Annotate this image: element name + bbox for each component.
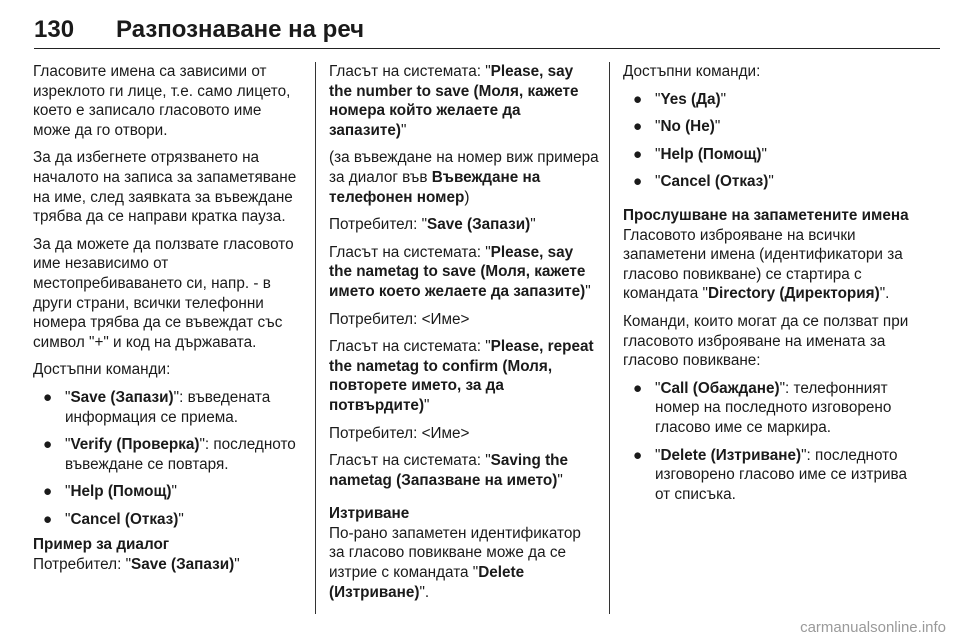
dialog-speaker: Потребител: " — [329, 216, 428, 234]
section-heading-listen: Прослушване на запаметените имена — [623, 206, 909, 224]
list-item — [33, 482, 303, 502]
command-description: : последното въвеждане се повтаря. — [65, 436, 296, 473]
dialog-speaker: Гласът на системата: " — [329, 243, 491, 261]
dialog-speaker: Гласът на системата: " — [329, 63, 491, 80]
body-text: Гласовото изброяване на всички запаметени имена (идентификатори за гласово повикване) се стартира с командата " — [623, 226, 903, 303]
watermark: carmanualsonline.info — [800, 619, 946, 636]
page-header — [34, 12, 940, 48]
paragraph-directory-commands: Команди, които могат да се ползват при гласовото изброяване на имената за гласово повикване: — [623, 312, 909, 370]
quote: " — [65, 436, 71, 454]
quote: " — [65, 388, 71, 406]
page-number: 130 — [34, 16, 75, 43]
quote: " — [178, 510, 184, 528]
header-divider — [34, 48, 940, 49]
bullet-icon: ● — [43, 388, 53, 406]
bullet-icon: ● — [633, 145, 643, 163]
note-text: (за въвеждане на номер виж примера за диалог във — [329, 149, 599, 186]
command-name: Call (Обаждане) — [660, 379, 780, 397]
dialog-speaker: Потребител: " — [33, 556, 132, 574]
dialog-speaker: Гласът на системата: " — [329, 338, 491, 356]
command-name: Delete (Изтриване) — [329, 564, 525, 601]
column-divider-2 — [609, 62, 610, 614]
command-name: Directory (Директория) — [707, 285, 880, 303]
paragraph-speaker-dependence: Гласовите имена са зависими от изреклото ги лице, т.е. само лицето, което е записало гласовото име може да го отвори. — [33, 63, 291, 139]
page-title: Разпознаване на реч — [116, 16, 365, 43]
dialog-system-line — [329, 337, 599, 415]
quote: " — [65, 510, 71, 528]
quote: " — [424, 396, 430, 414]
list-item — [623, 172, 918, 192]
quote: " — [714, 118, 721, 136]
dialog-speaker: Гласът на системата: " — [329, 452, 491, 470]
list-item — [623, 90, 918, 110]
command-name: No (Не) — [660, 118, 715, 136]
quote: " — [173, 388, 180, 406]
bullet-icon: ● — [633, 379, 643, 397]
quote: " — [655, 379, 661, 397]
dialog-user-line — [33, 555, 303, 575]
dialog-command: Save (Запази) — [427, 216, 531, 234]
command-name: Cancel (Отказ) — [70, 510, 179, 528]
note-text: ) — [464, 188, 470, 206]
command-list — [623, 379, 918, 505]
quote: " — [761, 145, 767, 163]
command-name: Cancel (Отказ) — [660, 173, 769, 191]
command-name: Save (Запази) — [70, 388, 174, 406]
dialog-command: Save (Запази) — [131, 556, 235, 574]
bullet-icon: ● — [43, 510, 53, 528]
quote: " — [65, 483, 71, 501]
bullet-icon: ● — [43, 483, 53, 501]
bullet-icon: ● — [633, 173, 643, 191]
command-name: Help (Помощ) — [660, 145, 762, 163]
quote: " — [655, 90, 661, 108]
column-3 — [623, 62, 918, 512]
quote: " — [779, 379, 786, 397]
command-description: : последното изговорено гласово име се изтрива от списъка. — [655, 446, 908, 503]
list-item — [623, 145, 918, 165]
quote: " — [557, 471, 563, 489]
dialog-user-line: Потребител: <Име> — [329, 424, 470, 442]
dialog-prompt: Please, say the nametag to save (Моля, кажете името което желаете да запазите) — [329, 243, 586, 300]
bullet-icon: ● — [43, 436, 53, 454]
command-description: : въведената информация се приема. — [65, 388, 271, 426]
command-name: Delete (Изтриване) — [660, 446, 802, 464]
column-2 — [329, 62, 599, 610]
command-name: Verify (Проверка) — [70, 436, 200, 454]
command-description: : телефонният номер на последното изговорено гласово име се маркира. — [655, 379, 892, 436]
paragraph-delete — [329, 524, 599, 602]
bullet-icon: ● — [633, 446, 643, 464]
command-name: Yes (Да) — [660, 90, 721, 108]
section-heading-example: Пример за диалог — [33, 536, 170, 554]
dialog-prompt: Please, say the number to save (Моля, кажете номера който желаете да запазите) — [329, 63, 579, 139]
quote: " — [171, 483, 177, 501]
dialog-system-line — [329, 62, 599, 140]
bullet-icon: ● — [633, 118, 643, 136]
dialog-prompt: Saving the nametag (Запазване на името) — [329, 452, 569, 489]
list-item — [623, 446, 918, 505]
command-name: Help (Помощ) — [70, 483, 172, 501]
bullet-icon: ● — [633, 90, 643, 108]
dialog-system-line — [329, 451, 599, 490]
quote: ". — [879, 285, 890, 303]
body-text: По-рано запаметен идентификатор за гласово повикване може да се изтрие с командата " — [329, 524, 581, 582]
dialog-user-line: Потребител: <Име> — [329, 310, 470, 328]
quote: " — [655, 118, 661, 136]
column-1 — [33, 62, 303, 583]
dialog-system-line — [329, 243, 599, 302]
dialog-prompt: Please, repeat the nametag to confirm (Моля, повторете името, за да потвърдите) — [329, 338, 594, 414]
commands-intro: Достъпни команди: — [623, 63, 761, 80]
paragraph-pause-advice: За да избегнете отрязването на началото на записа за запаметяване на име, след заявката за въвеждане трябва да се направи кратка пауза. — [33, 149, 297, 226]
list-item — [623, 379, 918, 438]
quote: ". — [419, 583, 430, 601]
dialog-user-line — [329, 215, 599, 235]
list-item — [33, 435, 303, 474]
column-divider-1 — [315, 62, 316, 614]
command-list — [623, 90, 918, 192]
section-heading-delete: Изтриване — [329, 505, 410, 523]
quote: " — [199, 436, 205, 454]
quote: " — [655, 145, 661, 163]
quote: " — [801, 446, 807, 464]
paragraph-international-format: За да можете да ползвате гласовото име независимо от местопребиваването си, напр. - в други страни, всички телефонни номера трябва да се въвеждат със символ "+" и код на държавата. — [33, 235, 294, 351]
quote: " — [585, 282, 591, 300]
list-item — [623, 117, 918, 137]
quote: " — [655, 173, 661, 191]
list-item — [33, 388, 303, 427]
cross-reference: Въвеждане на телефонен номер — [329, 168, 541, 206]
quote: " — [400, 121, 407, 139]
quote: " — [234, 556, 240, 574]
list-item — [33, 510, 303, 530]
paragraph-directory — [623, 226, 918, 304]
command-list — [33, 388, 303, 530]
quote: " — [768, 173, 774, 191]
quote: " — [655, 446, 661, 464]
commands-intro: Достъпни команди: — [33, 361, 171, 379]
quote: " — [720, 90, 727, 108]
quote: " — [530, 216, 536, 234]
cross-reference-note — [329, 148, 599, 207]
